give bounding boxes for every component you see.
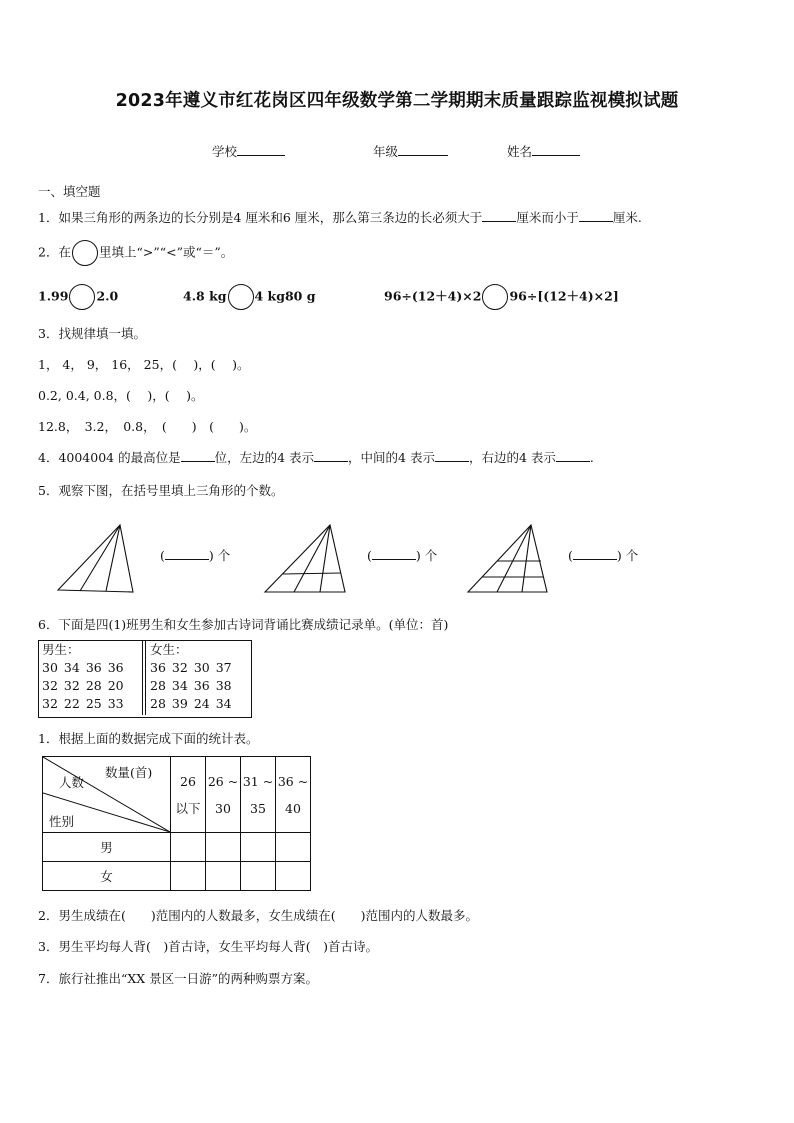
column-header xyxy=(171,757,206,833)
compare-item-1 xyxy=(38,284,118,310)
score-cell: 32 xyxy=(63,678,80,693)
q4-blank-4[interactable] xyxy=(556,449,590,462)
score-cell: 36 xyxy=(150,660,166,675)
compare-1-left: 1.99 xyxy=(38,288,69,304)
q1-text-b: 厘米而小于 xyxy=(516,210,579,225)
boys-label: 男生： xyxy=(42,642,80,657)
score-cell: 32 xyxy=(42,696,58,711)
figure-2-answer: ( ) 个 xyxy=(367,548,438,563)
figure-2-blank[interactable] xyxy=(372,547,416,560)
compare-2-circle[interactable] xyxy=(228,284,254,310)
score-record-box xyxy=(38,640,252,718)
score-cell: 39 xyxy=(171,696,188,711)
score-cell: 24 xyxy=(193,696,210,711)
score-cell: 25 xyxy=(85,696,102,711)
score-cell: 37 xyxy=(215,660,232,675)
triangle-figure-2 xyxy=(265,525,345,592)
answer-circle xyxy=(72,240,98,266)
compare-item-3 xyxy=(384,284,619,310)
diag-bottom-label: 性别 xyxy=(49,814,75,829)
pattern-row-2: 0.2, 0.4, 0.8，( )，( )。 xyxy=(38,388,204,403)
score-cell: 30 xyxy=(42,660,58,675)
q4-blank-2[interactable] xyxy=(314,449,348,462)
school-label: 学校 xyxy=(212,144,238,159)
q1-text-c: 厘米. xyxy=(612,210,642,225)
question-3-title: 3．找规律填一填。 xyxy=(38,326,146,341)
table-row xyxy=(147,677,235,695)
col-header-line2: 30 xyxy=(215,800,231,816)
table-row xyxy=(39,659,127,677)
answer-cell[interactable] xyxy=(206,862,241,891)
diag-mid-label: 人数 xyxy=(59,775,85,790)
q4-text-b: 位，左边的4 表示 xyxy=(214,450,315,465)
table-row xyxy=(39,695,127,713)
answer-cell[interactable] xyxy=(241,862,276,891)
grade-blank[interactable] xyxy=(398,143,448,156)
compare-3-left: 96÷(12＋4)×2 xyxy=(384,288,482,304)
answer-cell[interactable] xyxy=(206,833,241,862)
question-6-sub1: 1．根据上面的数据完成下面的统计表。 xyxy=(38,731,259,746)
diag-top-label: 数量(首) xyxy=(105,765,153,780)
score-cell: 36 xyxy=(85,660,102,675)
answer-cell[interactable] xyxy=(171,862,206,891)
school-blank[interactable] xyxy=(237,143,285,156)
school-field[interactable] xyxy=(212,142,285,160)
table-row xyxy=(147,695,235,713)
name-blank[interactable] xyxy=(532,143,580,156)
girls-label: 女生： xyxy=(150,642,188,657)
score-cell: 20 xyxy=(107,678,124,693)
boys-scores xyxy=(39,659,127,713)
compare-item-2 xyxy=(183,284,315,310)
pattern-row-3: 12.8， 3.2， 0.8， ( ) ( )。 xyxy=(38,419,257,434)
answer-cell[interactable] xyxy=(241,833,276,862)
col-header-line2: 以下 xyxy=(175,800,201,816)
score-cell: 34 xyxy=(171,678,188,693)
question-6-sub2: 2．男生成绩在( )范围内的人数最多，女生成绩在( )范围内的人数最多。 xyxy=(38,908,478,923)
triangle-figure-1 xyxy=(58,525,133,592)
score-cell: 32 xyxy=(171,660,188,675)
compare-3-right: 96÷[(12＋4)×2] xyxy=(509,288,619,304)
column-header xyxy=(276,757,311,833)
table-row xyxy=(43,833,311,862)
q4-blank-1[interactable] xyxy=(181,449,215,462)
compare-2-left: 4.8 kg xyxy=(183,288,227,304)
column-header xyxy=(206,757,241,833)
compare-1-right: 2.0 xyxy=(96,288,119,304)
score-cell: 36 xyxy=(107,660,124,675)
col-header-line2: 35 xyxy=(250,800,266,816)
triangle-figure-3 xyxy=(468,525,547,592)
question-6-title: 6．下面是四(1)班男生和女生参加古诗词背诵比赛成绩记录单。(单位：首) xyxy=(38,617,449,632)
score-cell: 28 xyxy=(150,696,166,711)
page-title: 2023年遵义市红花岗区四年级数学第二学期期末质量跟踪监视模拟试题 xyxy=(115,91,679,111)
answer-cell[interactable] xyxy=(276,862,311,891)
statistics-table-wrapper xyxy=(42,756,311,891)
name-label: 姓名 xyxy=(507,144,533,159)
girls-scores xyxy=(147,659,235,713)
column-header xyxy=(241,757,276,833)
score-cell: 30 xyxy=(193,660,210,675)
score-cell: 38 xyxy=(215,678,232,693)
score-cell: 33 xyxy=(107,696,124,711)
unit-label: 个 xyxy=(424,548,438,563)
table-row xyxy=(43,862,311,891)
col-header-line2: 40 xyxy=(285,800,301,816)
figure-1-answer: ( ) 个 xyxy=(160,548,231,563)
compare-2-right: 4 kg80 g xyxy=(254,288,316,304)
q1-blank-1[interactable] xyxy=(482,209,516,222)
answer-cell[interactable] xyxy=(171,833,206,862)
table-header-row xyxy=(43,757,311,833)
question-6-sub3: 3．男生平均每人背( )首古诗，女生平均每人背( )首古诗。 xyxy=(38,939,378,954)
q4-blank-3[interactable] xyxy=(435,449,469,462)
figure-1-blank[interactable] xyxy=(165,547,209,560)
score-cell: 32 xyxy=(42,678,58,693)
compare-3-circle[interactable] xyxy=(482,284,508,310)
question-7: 7．旅行社推出“XX 景区一日游”的两种购票方案。 xyxy=(38,971,319,986)
score-cell: 34 xyxy=(63,660,80,675)
unit-label: 个 xyxy=(217,548,231,563)
grade-field[interactable] xyxy=(373,142,448,160)
col-header-line1: 26 ~ xyxy=(207,773,239,789)
row-label-boys: 男 xyxy=(43,833,171,862)
score-cell: 34 xyxy=(215,696,232,711)
q1-blank-2[interactable] xyxy=(579,209,613,222)
col-header-line1: 36 ~ xyxy=(277,773,309,789)
pattern-row-1: 1， 4， 9， 16， 25，( )，( )。 xyxy=(38,357,250,372)
score-cell: 36 xyxy=(193,678,210,693)
grade-label: 年级 xyxy=(373,144,399,159)
score-cell: 28 xyxy=(150,678,166,693)
question-5-title: 5．观察下图，在括号里填上三角形的个数。 xyxy=(38,483,284,498)
q4-text-e: . xyxy=(589,450,594,465)
col-header-line1: 26 xyxy=(180,773,196,789)
section-heading: 一、填空题 xyxy=(38,184,101,199)
col-header-line1: 31 ~ xyxy=(242,773,274,789)
q2-text-a: 2．在 xyxy=(38,244,71,260)
unit-label: 个 xyxy=(625,548,639,563)
table-row xyxy=(39,677,127,695)
q4-text-d: ，右边的4 表示 xyxy=(468,450,556,465)
q1-text-a: 1．如果三角形的两条边的长分别是4 厘米和6 厘米，那么第三条边的长必须大于 xyxy=(38,210,483,225)
q2-text-b: 里填上“>”“<”或“＝”。 xyxy=(98,244,234,260)
diagonal-header-cell xyxy=(43,757,171,833)
table-row xyxy=(147,659,235,677)
question-2 xyxy=(38,240,233,266)
question-4 xyxy=(38,448,594,466)
statistics-table xyxy=(42,756,311,891)
q4-text-c: ，中间的4 表示 xyxy=(348,450,435,465)
girls-record xyxy=(147,641,251,715)
row-label-girls: 女 xyxy=(43,862,171,891)
name-field[interactable] xyxy=(507,142,580,160)
q4-text-a: 4．4004004 的最高位是 xyxy=(38,450,181,465)
score-cell: 28 xyxy=(85,678,102,693)
boys-record xyxy=(39,641,146,715)
answer-cell[interactable] xyxy=(276,833,311,862)
figure-3-answer: ( ) 个 xyxy=(568,548,639,563)
figure-3-blank[interactable] xyxy=(573,547,617,560)
score-cell: 22 xyxy=(63,696,80,711)
compare-1-circle[interactable] xyxy=(69,284,95,310)
question-1 xyxy=(38,208,642,226)
